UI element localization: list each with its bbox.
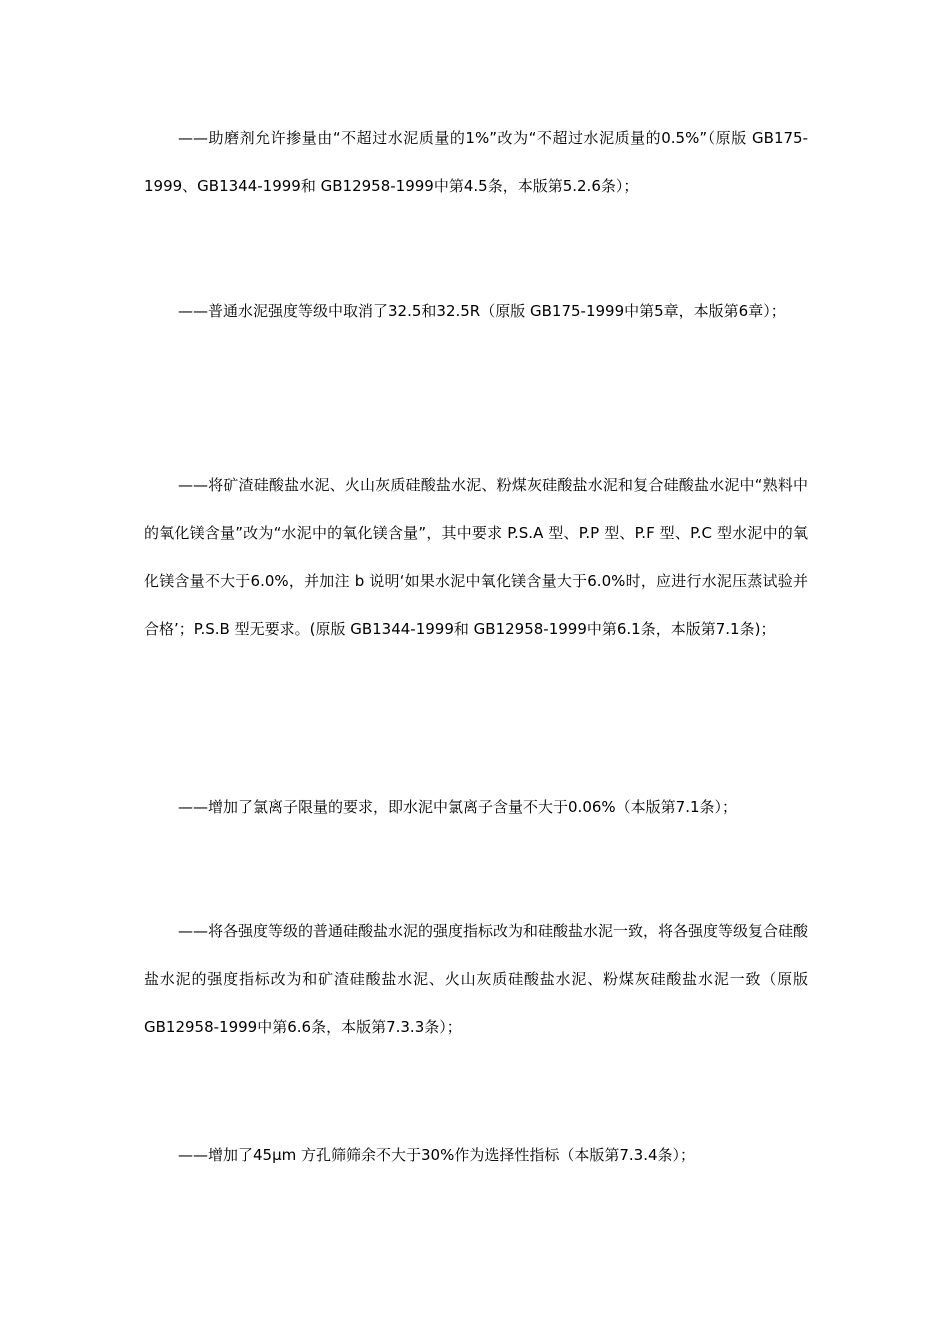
- paragraph-magnesium-oxide: ——将矿渣硅酸盐水泥、火山灰质硅酸盐水泥、粉煤灰硅酸盐水泥和复合硅酸盐水泥中“熟料中的氧化镁含量”改为“水泥中的氧化镁含量”，其中要求 P.S.A 型、P.P 型、P.F 型、P.C 型水泥中的氧化镁含量不大于6.0%，并加注 b 说明‘如果水泥中氧化镁含量大于6.0%时，应进行水泥压蒸试验并合格’；P.S.B 型无要求。(原版 GB1344-1999和 GB12958-1999中第6.1条，本版第7.1条)；: [144, 476, 808, 638]
- paragraph-sieve-residue: ——增加了45μm 方孔筛筛余不大于30%作为选择性指标（本版第7.3.4条）；: [178, 1146, 696, 1164]
- paragraph-chloride-ion: ——增加了氯离子限量的要求，即水泥中氯离子含量不大于0.06%（本版第7.1条）；: [178, 798, 738, 816]
- paragraph-strength-grade: ——普通水泥强度等级中取消了32.5和32.5R（原版 GB175-1999中第5章，本版第6章）；: [178, 302, 786, 320]
- paragraph-grinding-aid: ——助磨剂允许掺量由“不超过水泥质量的1%”改为“不超过水泥质量的0.5%”（原版 GB175-1999、GB1344-1999和 GB12958-1999中第4.5条，本版第5.2.6条）；: [144, 129, 808, 195]
- paragraph-strength-index: ——将各强度等级的普通硅酸盐水泥的强度指标改为和硅酸盐水泥一致，将各强度等级复合硅酸盐水泥的强度指标改为和矿渣硅酸盐水泥、火山灰质硅酸盐水泥、粉煤灰硅酸盐水泥一致（原版 GB12958-1999中第6.6条，本版第7.3.3条）；: [144, 922, 809, 1036]
